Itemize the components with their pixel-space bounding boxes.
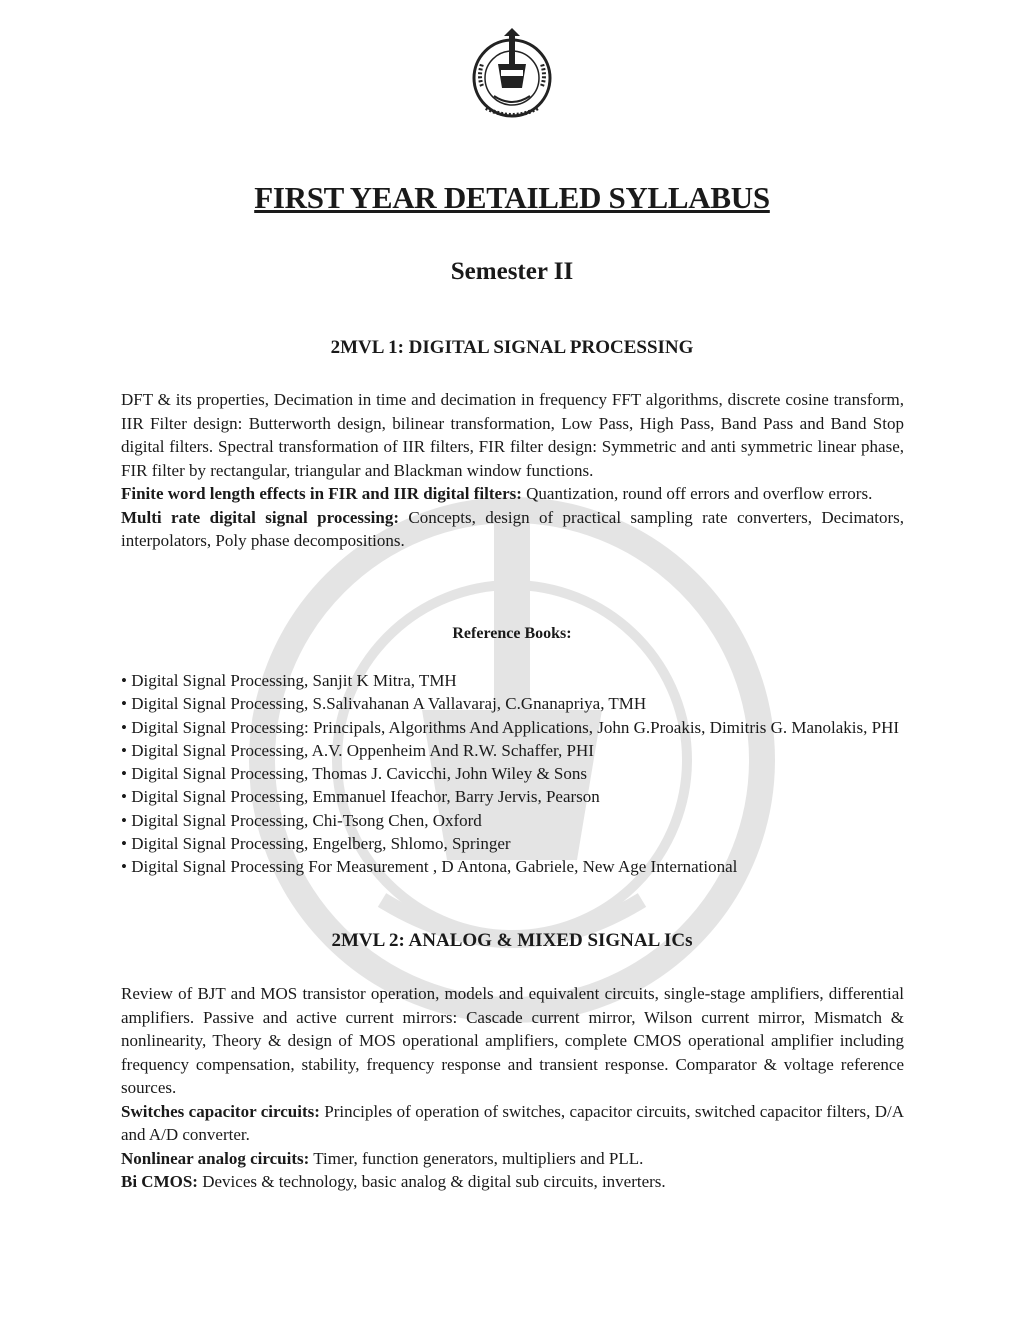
document-title: FIRST YEAR DETAILED SYLLABUS bbox=[254, 180, 770, 215]
description-text: Review of BJT and MOS transistor operation, models and equivalent circuits, single-stage amplifiers, differential amplifiers. Passive and active current mirrors: Cascade current mirror, Wilson current mirror, Mismatch & nonlinearity, Theory & design of MOS operational amplifiers, complete CMOS operational amplifier including frequency compensation, stability, frequency response and transient response. Comparator & voltage reference sources. bbox=[121, 984, 904, 1097]
course-description bbox=[121, 982, 904, 1194]
topic-text: Concepts, design of practical sampling rate converters, Decimators, interpolators, Poly phase decompositions. bbox=[121, 507, 904, 550]
course-title-dsp: 2MVL 1: DIGITAL SIGNAL PROCESSING bbox=[330, 337, 694, 358]
course-description bbox=[121, 388, 904, 553]
topic-text: Principles of operation of switches, capacitor circuits, switched capacitor filters, D/A and A/D converter. bbox=[121, 1101, 904, 1144]
list-item: • Digital Signal Processing, A.V. Oppenheim And R.W. Schaffer, PHI bbox=[121, 740, 594, 760]
semester-heading: Semester II bbox=[450, 258, 574, 285]
topic-text: Timer, function generators, multipliers and PLL. bbox=[309, 1148, 644, 1168]
topic-text: Quantization, round off errors and overflow errors. bbox=[521, 484, 873, 503]
list-item: • Digital Signal Processing, Chi-Tsong Chen, Oxford bbox=[121, 810, 482, 830]
topic-heading: Nonlinear analog circuits: bbox=[121, 1148, 310, 1168]
list-item: • Digital Signal Processing, Sanjit K Mitra, TMH bbox=[121, 671, 457, 690]
reference-books-heading: Reference Books: bbox=[452, 625, 572, 642]
topic-heading: Bi CMOS: bbox=[121, 1172, 198, 1191]
course-title-analog: 2MVL 2: ANALOG & MIXED SIGNAL ICs bbox=[331, 930, 693, 951]
topic-heading: Finite word length effects in FIR and IIR digital filters: bbox=[121, 484, 522, 503]
topic-text: Devices & technology, basic analog & digital sub circuits, inverters. bbox=[197, 1172, 666, 1191]
list-item: • Digital Signal Processing For Measurement , D Antona, Gabriele, New Age International bbox=[121, 857, 738, 877]
university-seal-logo bbox=[468, 26, 556, 122]
topic-heading: Switches capacitor circuits: bbox=[121, 1101, 320, 1121]
reference-list bbox=[121, 669, 904, 879]
list-item: • Digital Signal Processing, Thomas J. Cavicchi, John Wiley & Sons bbox=[121, 764, 587, 784]
list-item: • Digital Signal Processing: Principals, Algorithms And Applications, John G.Proakis, Dimitris G. Manolakis, PHI bbox=[121, 717, 900, 737]
list-item: • Digital Signal Processing, S.Salivahanan A Vallavaraj, C.Gnanapriya, TMH bbox=[121, 694, 647, 714]
description-text: DFT & its properties, Decimation in time and decimation in frequency FFT algorithms, discrete cosine transform, IIR Filter design: Butterworth design, bilinear transformation, Low Pass, High Pass, Band Pass and Band Stop digital filters. Spectral transformation of IIR filters, FIR filter design: Symmetric and anti symmetric linear phase, FIR filter by rectangular, triangular and Blackman window functions. bbox=[121, 390, 904, 480]
topic-heading: Multi rate digital signal processing: bbox=[121, 507, 399, 527]
list-item: • Digital Signal Processing, Emmanuel Ifeachor, Barry Jervis, Pearson bbox=[121, 787, 600, 807]
list-item: • Digital Signal Processing, Engelberg, Shlomo, Springer bbox=[121, 834, 511, 854]
